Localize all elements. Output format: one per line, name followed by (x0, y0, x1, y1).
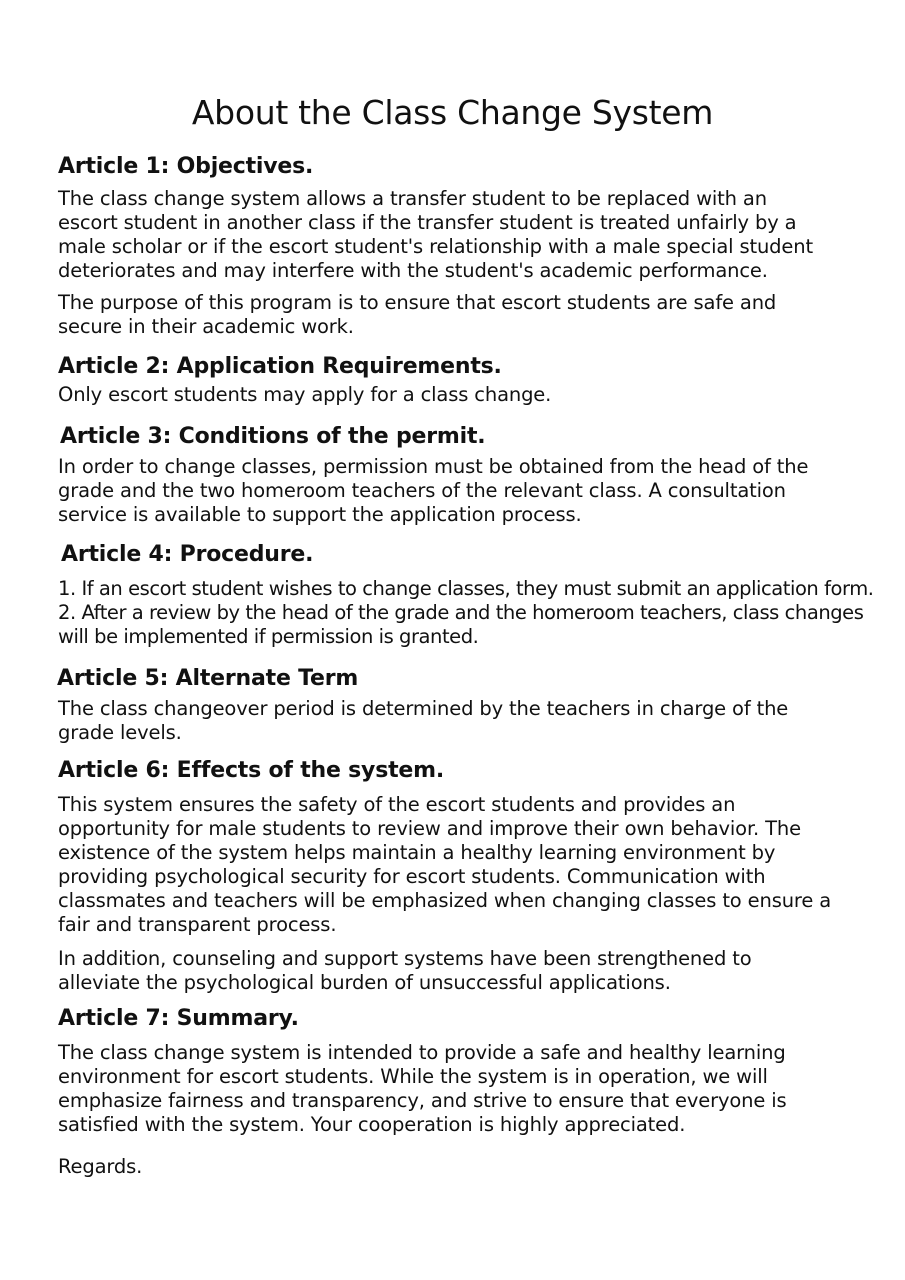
text-line: alleviate the psychological burden of unsuccessful applications. (58, 971, 671, 994)
text-line: grade levels. (58, 721, 182, 744)
text-line: The purpose of this program is to ensure that escort students are safe and (58, 291, 777, 314)
article-3-paragraph-1 (58, 455, 808, 527)
article-1-paragraph-1 (58, 187, 813, 283)
article-2-paragraph-1 (58, 383, 551, 407)
text-line: emphasize fairness and transparency, and strive to ensure that everyone is (58, 1089, 787, 1112)
text-line: The class change system allows a transfer student to be replaced with an (58, 187, 767, 210)
text-line: grade and the two homeroom teachers of the relevant class. A consultation (58, 479, 786, 502)
text-line: 1. If an escort student wishes to change classes, they must submit an application form. (58, 577, 874, 600)
article-1-paragraph-2 (58, 291, 776, 339)
text-line: deteriorates and may interfere with the student's academic performance. (58, 259, 768, 282)
text-line: opportunity for male students to review and improve their own behavior. The (58, 817, 801, 840)
text-line: satisfied with the system. Your cooperation is highly appreciated. (58, 1113, 686, 1136)
text-line: existence of the system helps maintain a healthy learning environment by (58, 841, 776, 864)
text-line: fair and transparent process. (58, 913, 337, 936)
page-title: About the Class Change System (191, 93, 714, 133)
text-line: This system ensures the safety of the escort students and provides an (58, 793, 736, 816)
text-line: environment for escort students. While the system is in operation, we will (58, 1065, 768, 1088)
text-line: male scholar or if the escort student's relationship with a male special student (58, 235, 813, 258)
text-line: The class change system is intended to provide a safe and healthy learning (58, 1041, 786, 1064)
article-7-heading: Article 7: Summary. (58, 1006, 299, 1031)
text-line: secure in their academic work. (58, 315, 354, 338)
text-line: In addition, counseling and support systems have been strengthened to (58, 947, 752, 970)
article-7-paragraph-1 (58, 1041, 787, 1137)
text-line: 2. After a review by the head of the grade and the homeroom teachers, class changes (58, 601, 864, 624)
text-line: Only escort students may apply for a class change. (58, 383, 552, 406)
text-line: escort student in another class if the transfer student is treated unfairly by a (58, 211, 797, 234)
article-6-paragraph-1 (58, 793, 831, 937)
article-4-paragraph-1 (58, 577, 874, 649)
text-line: will be implemented if permission is granted. (58, 625, 479, 648)
closing-line: Regards. (58, 1155, 143, 1178)
text-line: service is available to support the application process. (58, 503, 582, 526)
article-2-heading: Article 2: Application Requirements. (58, 354, 502, 379)
text-line: The class changeover period is determined by the teachers in charge of the (58, 697, 789, 720)
text-line: In order to change classes, permission must be obtained from the head of the (58, 455, 809, 478)
article-1-heading: Article 1: Objectives. (58, 154, 314, 179)
closing-text (58, 1155, 142, 1179)
article-5-heading: Article 5: Alternate Term (57, 666, 359, 691)
article-3-heading: Article 3: Conditions of the permit. (60, 424, 486, 449)
text-line: providing psychological security for escort students. Communication with (58, 865, 766, 888)
article-6-paragraph-2 (58, 947, 752, 995)
article-5-paragraph-1 (58, 697, 788, 745)
article-6-heading: Article 6: Effects of the system. (58, 758, 445, 783)
text-line: classmates and teachers will be emphasized when changing classes to ensure a (58, 889, 832, 912)
article-4-heading: Article 4: Procedure. (61, 542, 314, 567)
